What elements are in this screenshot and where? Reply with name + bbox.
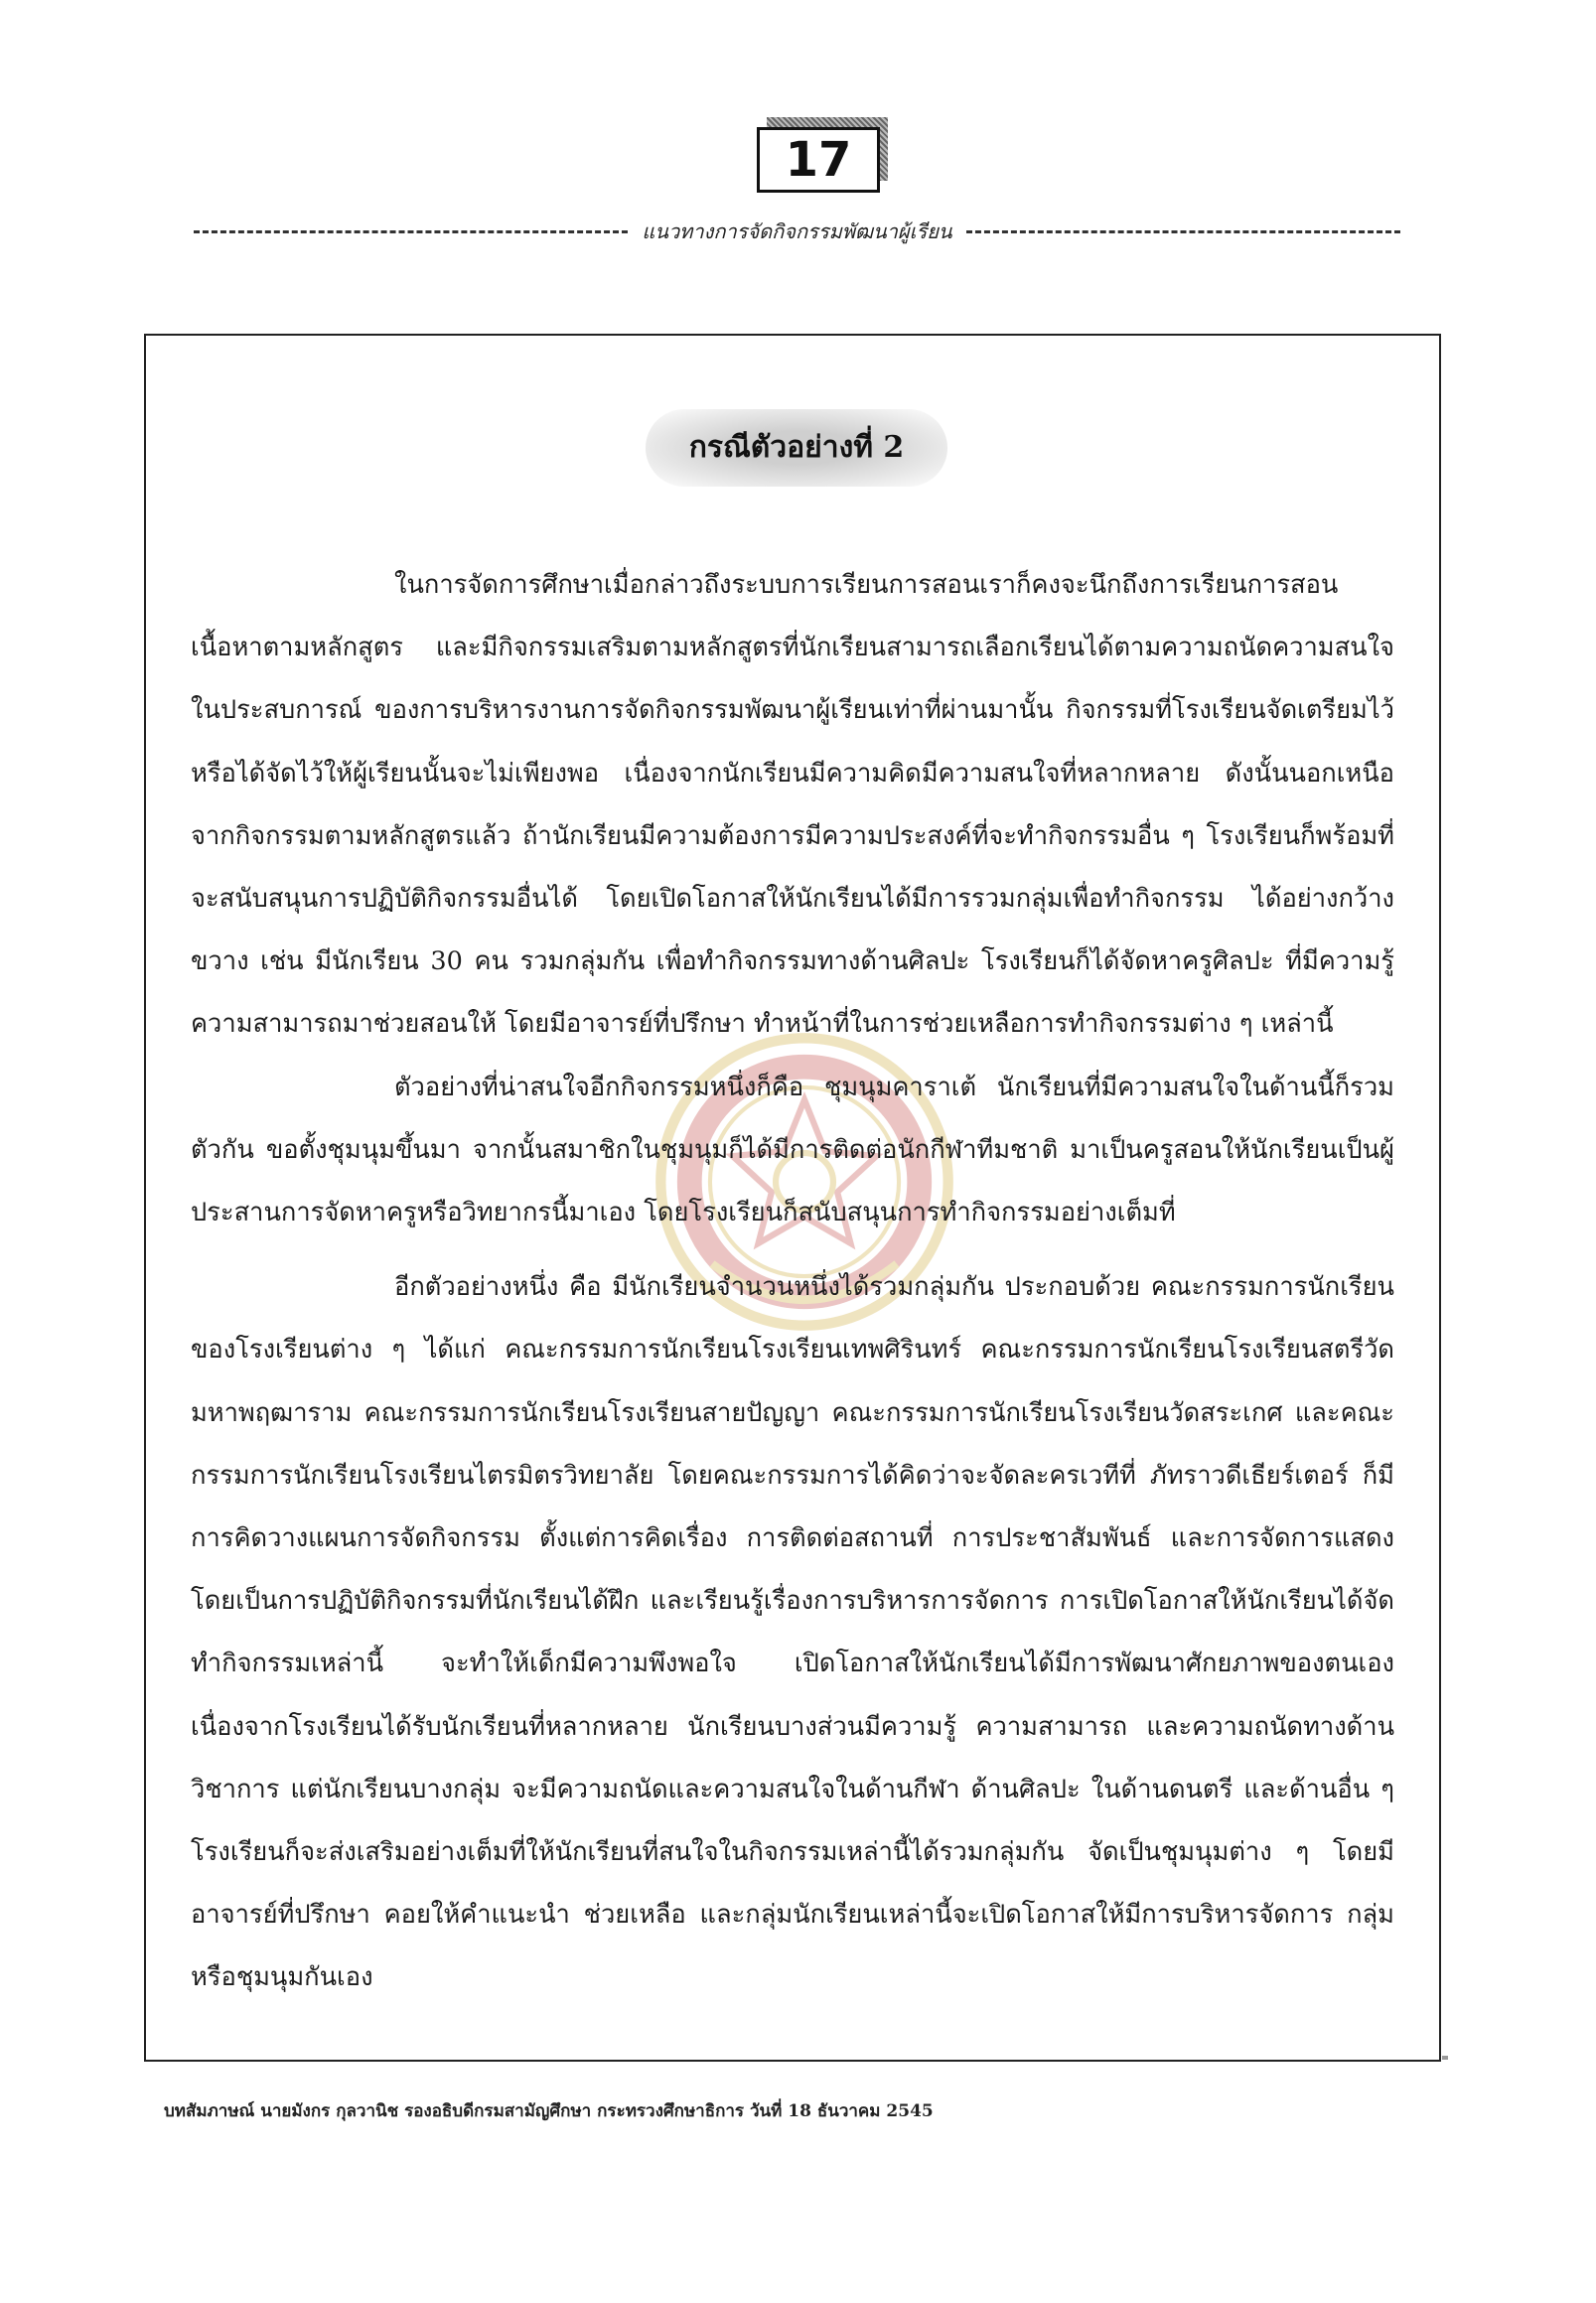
case-title-badge [646, 409, 947, 487]
paragraph-2: ตัวอย่างที่น่าสนใจอีกกิจกรรมหนึ่งก็คือ ชุมนุมคาราเต้ นักเรียนที่มีความสนใจในด้านนี้ก็รวมตัวกัน ขอตั้งชุมนุมขึ้นมา จากนั้นสมาชิกในชุมนุมก็ได้มีการติดต่อนักกีฬาทีมชาติ มาเป็นครูสอนให้นักเรียนเป็นผู้ประสานการจัดหาครูหรือวิทยากรนี้มาเอง โดยโรงเรียนก็สนับสนุนการทำกิจกรรมอย่างเต็มที่ [191, 1072, 1394, 1228]
running-title: แนวทางการจัดกิจกรรมพัฒนาผู้เรียน [642, 219, 952, 243]
paragraph-1: ในการจัดการศึกษาเมื่อกล่าวถึงระบบการเรียนการสอนเราก็คงจะนึกถึงการเรียนการสอนเนื้อหาตามหลักสูตร และมีกิจกรรมเสริมตามหลักสูตรที่นักเรียนสามารถเลือกเรียนได้ตามความถนัดความสนใจ ในประสบการณ์ ของการบริหารงานการจัดกิจกรรมพัฒนาผู้เรียนเท่าที่ผ่านมานั้น กิจกรรมที่โรงเรียนจัดเตรียมไว้ หรือได้จัดไว้ให้ผู้เรียนนั้นจะไม่เพียงพอ เนื่องจากนักเรียนมีความคิดมีความสนใจที่หลากหลาย ดังนั้นนอกเหนือจากกิจกรรมตามหลักสูตรแล้ว ถ้านักเรียนมีความต้องการมีความประสงค์ที่จะทำกิจกรรมอื่น ๆ โรงเรียนก็พร้อมที่จะสนับสนุนการปฏิบัติกิจกรรมอื่นได้ โดยเปิดโอกาสให้นักเรียนได้มีการรวมกลุ่มเพื่อทำกิจกรรม ได้อย่างกว้างขวาง เช่น มีนักเรียน 30 คน รวมกลุ่มกัน เพื่อทำกิจกรรมทางด้านศิลปะ โรงเรียนก็ได้จัดหาครูศิลปะ ที่มีความรู้ความสามารถมาช่วยสอนให้ โดยมีอาจารย์ที่ปรึกษา ทำหน้าที่ในการช่วยเหลือการทำกิจกรรมต่าง ๆ เหล่านี้ [191, 570, 1394, 1040]
header-rule-left [194, 230, 628, 233]
running-header [194, 216, 1400, 246]
case-title: กรณีตัวอย่างที่ 2 [688, 430, 905, 465]
header-rule-right [966, 230, 1400, 233]
page-number: 17 [757, 127, 880, 193]
scan-artifact [1442, 2056, 1448, 2060]
body-text [191, 554, 1394, 2010]
footer-source-note: บทสัมภาษณ์ นายมังกร กุลวานิช รองอธิบดีกรมสามัญศึกษา กระทรวงศึกษาธิการ วันที่ 18 ธันวาคม 2545 [164, 2101, 934, 2121]
page-number-box [757, 127, 878, 191]
paragraph-3: อีกตัวอย่างหนึ่ง คือ มีนักเรียนจำนวนหนึ่งได้รวมกลุ่มกัน ประกอบด้วย คณะกรรมการนักเรียนของโรงเรียนต่าง ๆ ได้แก่ คณะกรรมการนักเรียนโรงเรียนเทพศิรินทร์ คณะกรรมการนักเรียนโรงเรียนสตรีวัดมหาพฤฒาราม คณะกรรมการนักเรียนโรงเรียนสายปัญญา คณะกรรมการนักเรียนโรงเรียนวัดสระเกศ และคณะกรรมการนักเรียนโรงเรียนไตรมิตรวิทยาลัย โดยคณะกรรมการได้คิดว่าจะจัดละครเวทีที่ ภัทราวดีเธียร์เตอร์ ก็มีการคิดวางแผนการจัดกิจกรรม ตั้งแต่การคิดเรื่อง การติดต่อสถานที่ การประชาสัมพันธ์ และการจัดการแสดง โดยเป็นการปฏิบัติกิจกรรมที่นักเรียนได้ฝึก และเรียนรู้เรื่องการบริหารการจัดการ การเปิดโอกาสให้นักเรียนได้จัดทำกิจกรรมเหล่านี้ จะทำให้เด็กมีความพึงพอใจ เปิดโอกาสให้นักเรียนได้มีการพัฒนาศักยภาพของตนเอง เนื่องจากโรงเรียนได้รับนักเรียนที่หลากหลาย นักเรียนบางส่วนมีความรู้ ความสามารถ และความถนัดทางด้านวิชาการ แต่นักเรียนบางกลุ่ม จะมีความถนัดและความสนใจในด้านกีฬา ด้านศิลปะ ในด้านดนตรี และด้านอื่น ๆ โรงเรียนก็จะส่งเสริมอย่างเต็มที่ให้นักเรียนที่สนใจในกิจกรรมเหล่านี้ได้รวมกลุ่มกัน จัดเป็นชุมนุมต่าง ๆ โดยมีอาจารย์ที่ปรึกษา คอยให้คำแนะนำ ช่วยเหลือ และกลุ่มนักเรียนเหล่านี้จะเปิดโอกาสให้มีการบริหารจัดการ กลุ่มหรือชุมนุมกันเอง [191, 1272, 1394, 1993]
